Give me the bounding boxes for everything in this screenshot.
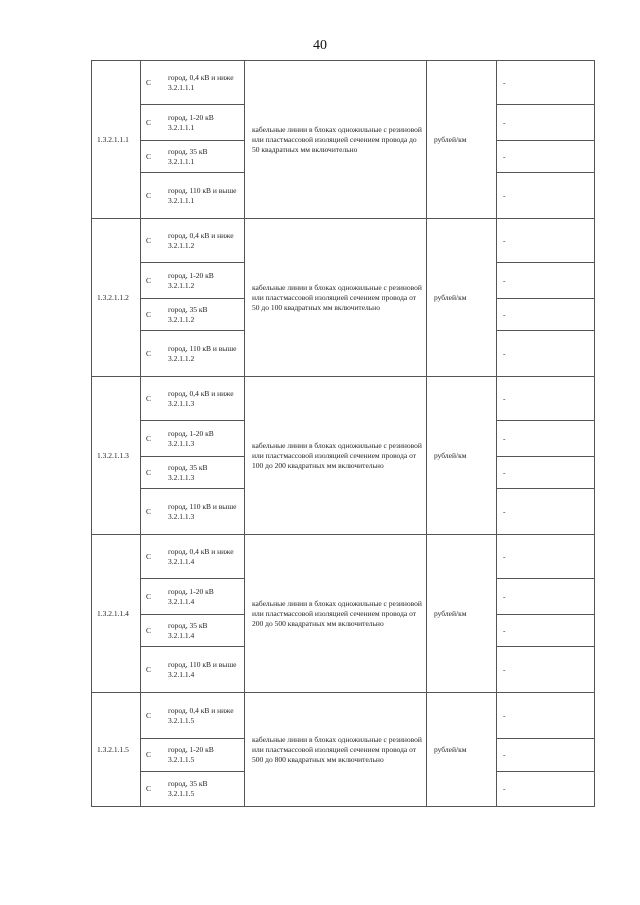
reference-code: 3.2.1.1.4	[168, 630, 195, 640]
value-cell: -	[497, 331, 595, 377]
voltage-level-label: город, 110 кВ и выше	[168, 343, 237, 353]
category-prefix: С	[146, 309, 152, 319]
value-cell: -	[497, 693, 595, 739]
category-prefix: С	[146, 275, 152, 285]
category-prefix: С	[146, 117, 152, 127]
unit-cell: рублей/км	[427, 219, 497, 377]
reference-code: 3.2.1.1.1	[168, 195, 195, 205]
voltage-level-label: город, 1-20 кВ	[168, 428, 214, 438]
voltage-level-label: город, 1-20 кВ	[168, 745, 214, 754]
row-code-cell: 1.3.2.1.1.1	[92, 61, 141, 219]
voltage-level-label: город, 0,4 кВ и ниже	[168, 388, 234, 398]
voltage-level-cell	[141, 421, 245, 457]
reference-code: 3.2.1.1.4	[168, 596, 195, 606]
voltage-level-label: город, 35 кВ	[168, 146, 208, 156]
value-cell: -	[497, 535, 595, 579]
row-code-cell: 1.3.2.1.1.2	[92, 219, 141, 377]
reference-code: 3.2.1.1.2	[168, 240, 195, 250]
reference-code: 3.2.1.1.5	[168, 755, 195, 764]
voltage-level-cell	[141, 579, 245, 615]
voltage-level-cell	[141, 377, 245, 421]
voltage-level-cell	[141, 772, 245, 807]
table-row	[92, 219, 595, 263]
value-cell: -	[497, 173, 595, 219]
reference-code: 3.2.1.1.3	[168, 511, 195, 521]
reference-code: 3.2.1.1.1	[168, 122, 195, 132]
unit-cell: рублей/км	[427, 61, 497, 219]
category-prefix: С	[146, 393, 152, 403]
category-prefix: С	[146, 784, 152, 793]
voltage-level-cell	[141, 105, 245, 141]
category-prefix: С	[146, 710, 152, 720]
category-prefix: С	[146, 433, 152, 443]
value-cell: -	[497, 772, 595, 807]
reference-code: 3.2.1.1.5	[168, 715, 195, 725]
voltage-level-label: город, 0,4 кВ и ниже	[168, 546, 234, 556]
voltage-level-label: город, 35 кВ	[168, 779, 208, 788]
reference-code: 3.2.1.1.4	[168, 669, 195, 679]
value-cell: -	[497, 739, 595, 772]
category-prefix: С	[146, 77, 152, 87]
voltage-level-label: город, 110 кВ и выше	[168, 185, 237, 195]
voltage-level-label: город, 1-20 кВ	[168, 112, 214, 122]
reference-code: 3.2.1.1.2	[168, 314, 195, 324]
voltage-level-cell	[141, 457, 245, 489]
reference-code: 3.2.1.1.5	[168, 789, 195, 798]
table-row	[92, 693, 595, 739]
category-prefix: С	[146, 750, 152, 759]
reference-code: 3.2.1.1.4	[168, 556, 195, 566]
voltage-level-label: город, 35 кВ	[168, 462, 208, 472]
reference-code: 3.2.1.1.1	[168, 82, 195, 92]
voltage-level-cell	[141, 173, 245, 219]
description-cell: кабельные линии в блоках одножильные с резиновой или пластмассовой изоляцией сечением провода от 200 до 500 квадратных мм включительно	[245, 535, 427, 693]
voltage-level-cell	[141, 141, 245, 173]
value-cell: -	[497, 457, 595, 489]
unit-cell: рублей/км	[427, 693, 497, 807]
voltage-level-cell	[141, 489, 245, 535]
tariff-table-body	[92, 61, 595, 807]
description-cell: кабельные линии в блоках одножильные с резиновой или пластмассовой изоляцией сечением провода от 50 до 100 квадратных мм включительно	[245, 219, 427, 377]
description-cell: кабельные линии в блоках одножильные с резиновой или пластмассовой изоляцией сечением провода до 50 квадратных мм включительно	[245, 61, 427, 219]
voltage-level-cell	[141, 263, 245, 299]
category-prefix: С	[146, 625, 152, 635]
voltage-level-cell	[141, 331, 245, 377]
voltage-level-label: город, 0,4 кВ и ниже	[168, 230, 234, 240]
description-cell: кабельные линии в блоках одножильные с резиновой или пластмассовой изоляцией сечением провода от 100 до 200 квадратных мм включительно	[245, 377, 427, 535]
reference-code: 3.2.1.1.3	[168, 438, 195, 448]
reference-code: 3.2.1.1.3	[168, 398, 195, 408]
value-cell: -	[497, 489, 595, 535]
value-cell: -	[497, 263, 595, 299]
table-row	[92, 61, 595, 105]
unit-cell: рублей/км	[427, 377, 497, 535]
voltage-level-cell	[141, 61, 245, 105]
reference-code: 3.2.1.1.3	[168, 472, 195, 482]
row-code-cell: 1.3.2.1.1.3	[92, 377, 141, 535]
voltage-level-cell	[141, 535, 245, 579]
value-cell: -	[497, 299, 595, 331]
voltage-level-label: город, 110 кВ и выше	[168, 659, 237, 669]
category-prefix: С	[146, 467, 152, 477]
category-prefix: С	[146, 151, 152, 161]
voltage-level-cell	[141, 615, 245, 647]
value-cell: -	[497, 377, 595, 421]
value-cell: -	[497, 579, 595, 615]
voltage-level-label: город, 0,4 кВ и ниже	[168, 705, 234, 715]
page-number: 40	[313, 38, 327, 53]
description-cell: кабельные линии в блоках одножильные с резиновой или пластмассовой изоляцией сечением провода от 500 до 800 квадратных мм включительно	[245, 693, 427, 807]
value-cell: -	[497, 141, 595, 173]
voltage-level-label: город, 35 кВ	[168, 620, 208, 630]
voltage-level-cell	[141, 693, 245, 739]
voltage-level-label: город, 0,4 кВ и ниже	[168, 72, 234, 82]
value-cell: -	[497, 105, 595, 141]
voltage-level-cell	[141, 647, 245, 693]
value-cell: -	[497, 615, 595, 647]
category-prefix: С	[146, 348, 152, 358]
value-cell: -	[497, 421, 595, 457]
row-code-cell: 1.3.2.1.1.4	[92, 535, 141, 693]
reference-code: 3.2.1.1.1	[168, 156, 195, 166]
value-cell: -	[497, 61, 595, 105]
tariff-table	[91, 60, 595, 807]
value-cell: -	[497, 647, 595, 693]
category-prefix: С	[146, 235, 152, 245]
reference-code: 3.2.1.1.2	[168, 353, 195, 363]
reference-code: 3.2.1.1.2	[168, 280, 195, 290]
table-row	[92, 535, 595, 579]
category-prefix: С	[146, 506, 152, 516]
table-row	[92, 377, 595, 421]
unit-cell: рублей/км	[427, 535, 497, 693]
row-code-cell: 1.3.2.1.1.5	[92, 693, 141, 807]
category-prefix: С	[146, 190, 152, 200]
voltage-level-cell	[141, 739, 245, 772]
category-prefix: С	[146, 551, 152, 561]
voltage-level-label: город, 1-20 кВ	[168, 586, 214, 596]
voltage-level-cell	[141, 299, 245, 331]
value-cell: -	[497, 219, 595, 263]
voltage-level-label: город, 35 кВ	[168, 304, 208, 314]
category-prefix: С	[146, 591, 152, 601]
voltage-level-cell	[141, 219, 245, 263]
voltage-level-label: город, 1-20 кВ	[168, 270, 214, 280]
category-prefix: С	[146, 664, 152, 674]
voltage-level-label: город, 110 кВ и выше	[168, 501, 237, 511]
